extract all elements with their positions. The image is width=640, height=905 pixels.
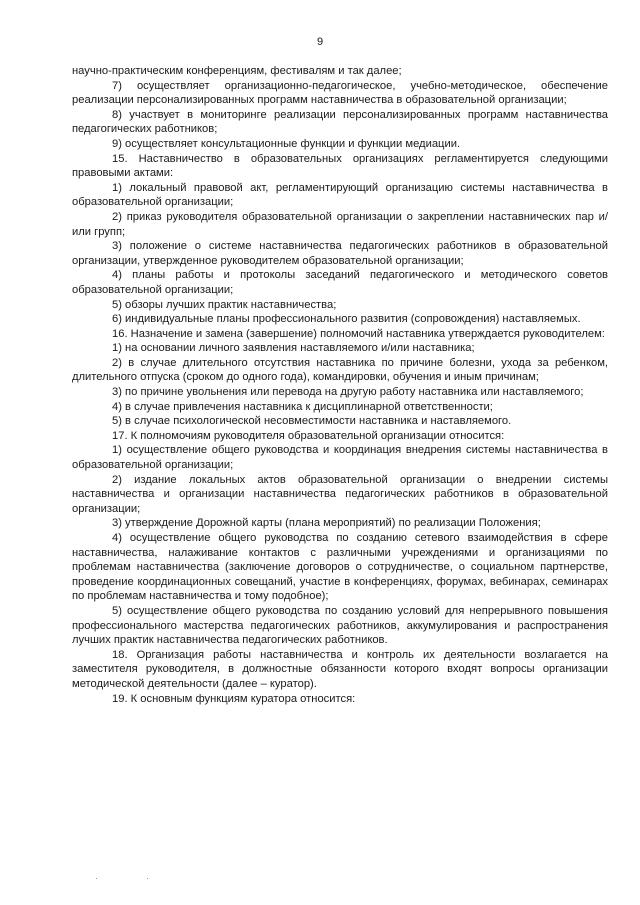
paragraph: 5) обзоры лучших практик наставничества; [112, 298, 337, 311]
paragraph: 2) издание локальных актов образовательной организации о внедрении системы наставничества и организации наставничества педагогических работников в образовательной организации; [72, 473, 608, 515]
paragraph: 3) по причине увольнения или перевода на другую работу наставника или наставляемого; [112, 386, 584, 399]
paragraph: 5) осуществление общего руководства по созданию условий для непрерывного повышения профессионального мастерства педагогических работников, аккумулирования и распространения лучших практик наставничества педагогических работников. [72, 604, 608, 647]
paragraph: 2) в случае длительного отсутствия наставника по причине болезни, ухода за ребенком, длительного отпуска (сроком до одного года), командировки, обучения и иным причинам; [72, 356, 608, 384]
paragraph: 15. Наставничество в образовательных организациях регламентируется следующими правовыми актами: [72, 152, 608, 180]
paragraph: 1) на основании личного заявления наставляемого и/или наставника; [112, 342, 475, 355]
scan-speck [147, 878, 148, 879]
paragraph: 1) осуществление общего руководства и координация внедрения системы наставничества в образовательной организации; [72, 444, 608, 472]
paragraph: 19. К основным функциям куратора относится: [112, 692, 356, 705]
paragraph: 2) приказ руководителя образовательной организации о закреплении наставнических пар и/или групп; [72, 210, 608, 238]
paragraph: 6) индивидуальные планы профессионального развития (сопровождения) наставляемых. [112, 313, 581, 326]
scan-speck [96, 878, 97, 879]
paragraph: 17. К полномочиям руководителя образовательной организации относится: [112, 429, 505, 442]
paragraph: 9) осуществляет консультационные функции и функции медиации. [112, 137, 461, 150]
paragraph: 4) планы работы и протоколы заседаний педагогического и методического советов образовательной организации; [72, 269, 608, 296]
paragraph: 4) осуществление общего руководства по созданию сетевого взаимодействия в сфере наставничества, налаживание контактов с различными учреждениями и организациями по проблемам наставничества (заключение договоров о сотрудничестве, о социальном партнерстве, проведение координационных совещаний, участие в конференциях, форумах, вебинарах, семинарах по проблемам наставничества и тому подобное); [72, 532, 608, 603]
paragraph: 7) осуществляет организационно-педагогическое, учебно-методическое, обеспечение реализации персонализированных программ наставничества в образовательной организации; [72, 79, 608, 107]
page-number: 9 [316, 36, 324, 48]
paragraph: 1) локальный правовой акт, регламентирующий организацию системы наставничества в образовательной организации; [72, 181, 608, 209]
paragraph: 8) участвует в мониторинге реализации персонализированных программ наставничества педагогических работников; [72, 108, 608, 136]
paragraph: 5) в случае психологической несовместимости наставника и наставляемого. [112, 415, 512, 428]
paragraph: 3) положение о системе наставничества педагогических работников в образовательной организации, утвержденное руководителем образовательной организации; [72, 240, 608, 267]
paragraph: 3) утверждение Дорожной карты (плана мероприятий) по реализации Положения; [112, 517, 541, 530]
paragraph: 16. Назначение и замена (завершение) полномочий наставника утверждается руководителем: [112, 327, 605, 340]
paragraph: 4) в случае привлечения наставника к дисциплинарной ответственности; [112, 400, 493, 413]
paragraph: научно-практическим конференциям, фестивалям и так далее; [72, 65, 402, 77]
document-body [72, 64, 608, 706]
paragraph: 18. Организация работы наставничества и контроль их деятельности возлагается на заместителя руководителя, в должностные обязанности которого входят вопросы организации методической деятельности (далее – куратор). [72, 648, 608, 690]
